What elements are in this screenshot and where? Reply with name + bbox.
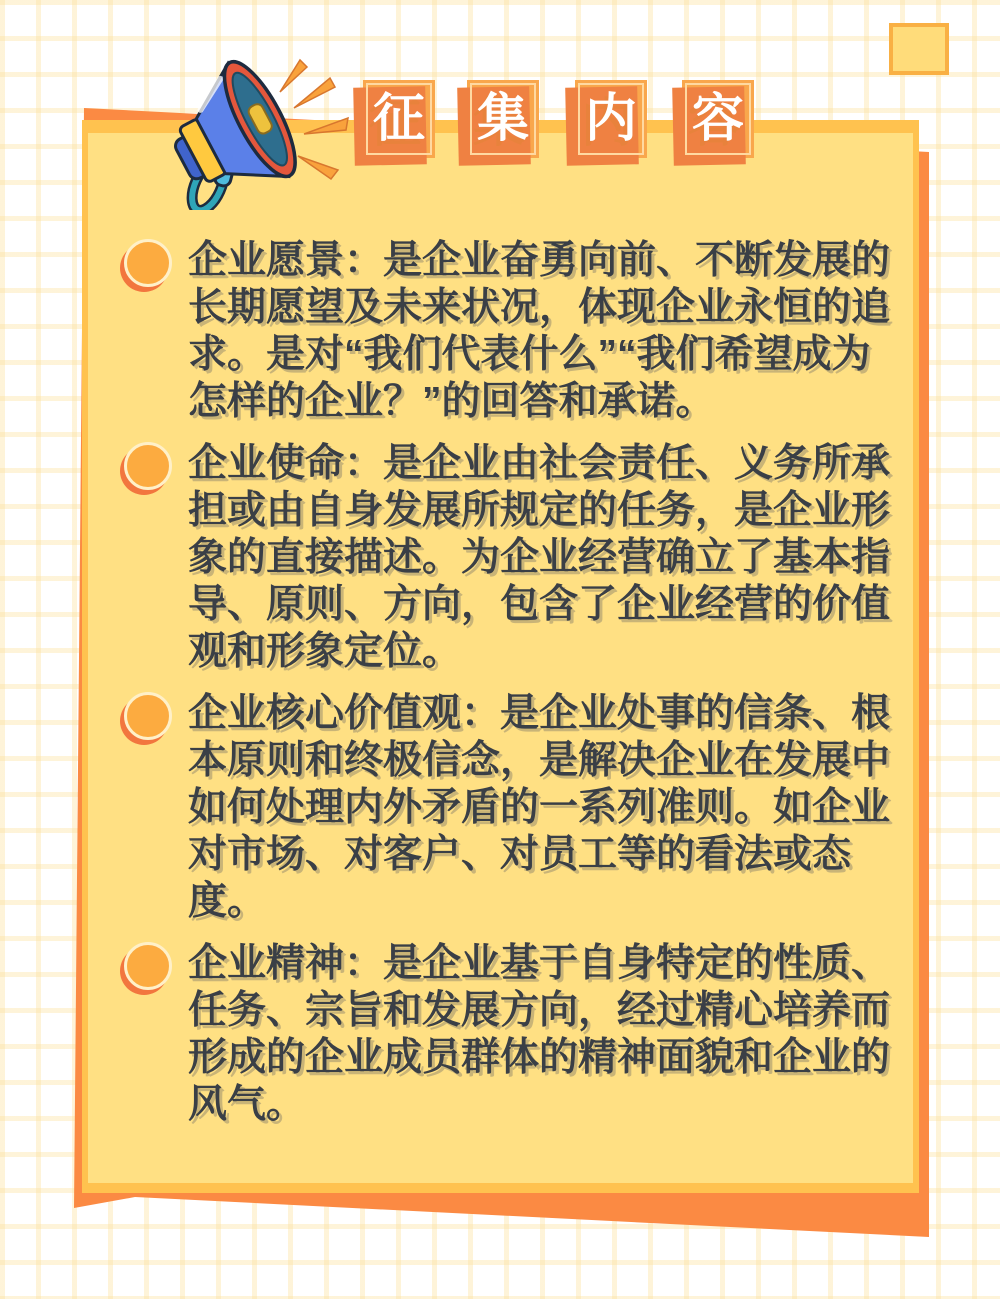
title-char: 集 [476,90,529,148]
title-char: 容 [691,90,744,148]
title-char-box [467,80,539,158]
bullet-icon [124,692,172,740]
bullet-icon [124,239,172,287]
item-text: 企业精神：是企业基于自身特定的性质、任务、宗旨和发展方向，经过精心培养而形成的企业成员群体的精神面貌和企业的风气。 [188,942,891,1126]
item-text: 企业使命：是企业由社会责任、义务所承担或由自身发展所规定的任务，是企业形象的直接描述。为企业经营确立了基本指导、原则、方向，包含了企业经营的价值观和形象定位。 [188,442,891,673]
title-char: 内 [584,90,637,148]
title-char: 征 [372,90,425,148]
list-item [124,690,893,925]
title-char-box [682,80,754,158]
title-char-box [575,80,647,158]
list-item [124,940,893,1128]
list-item [124,440,893,675]
content-card-inner [88,133,913,1183]
content-card [82,120,919,1193]
item-list [124,237,893,1143]
bullet-icon [124,442,172,490]
item-text: 企业愿景：是企业奋勇向前、不断发展的长期愿望及未来状况，体现企业永恒的追求。是对“我们代表什么”“我们希望成为怎样的企业？”的回答和承诺。 [188,239,891,423]
title-char-box [363,80,435,158]
bullet-icon [124,942,172,990]
megaphone-icon [168,58,363,210]
list-item [124,237,893,425]
item-text: 企业核心价值观：是企业处事的信条、根本原则和终极信念，是解决企业在发展中如何处理内外矛盾的一系列准则。如企业对市场、对客户、对员工等的看法或态度。 [188,692,891,923]
